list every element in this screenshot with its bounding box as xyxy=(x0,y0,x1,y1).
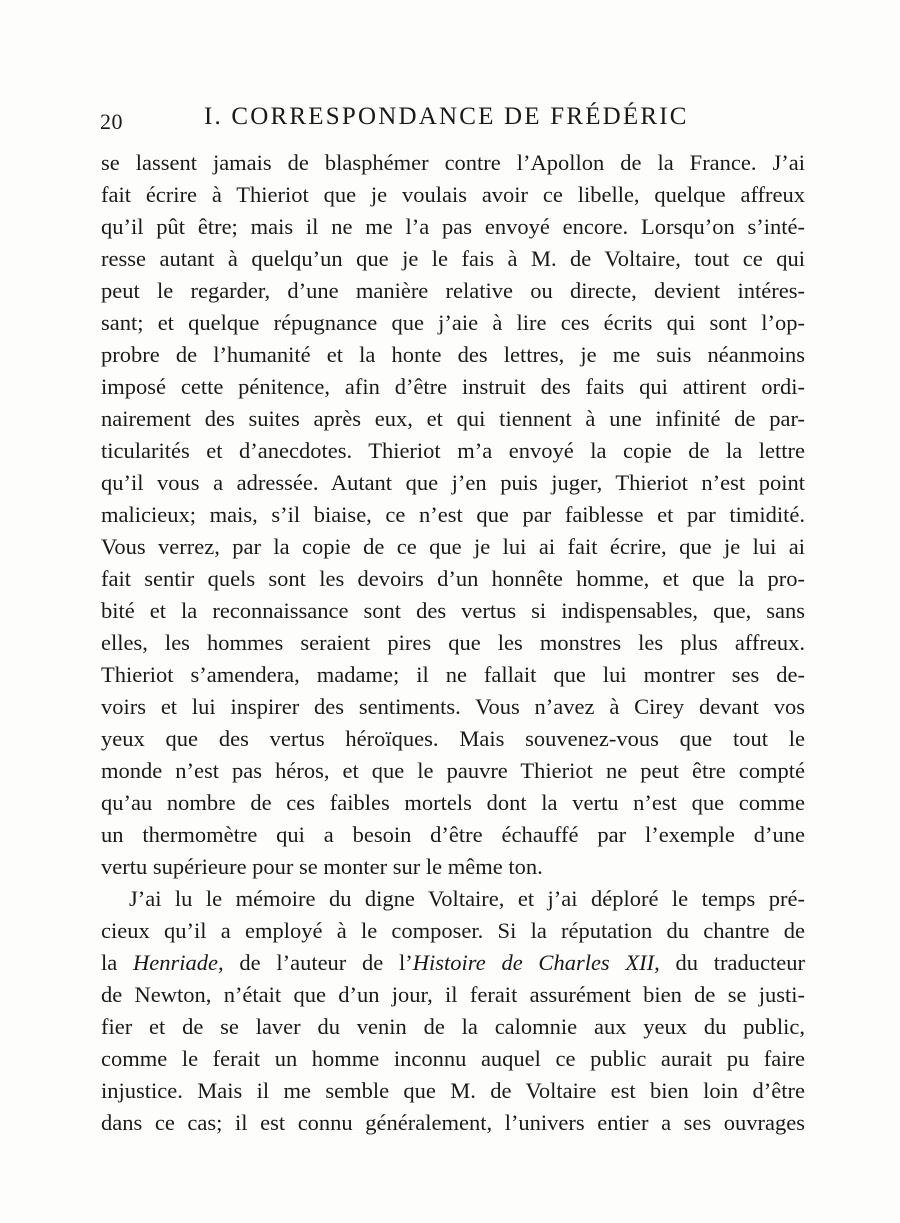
running-title: I. CORRESPONDANCE DE FRÉDÉRIC xyxy=(204,103,689,130)
text-line: probre de l’humanité et la honte des lettres, je me suis néanmoins xyxy=(101,342,805,367)
text-line: la Henriade, de l’auteur de l’Histoire de Charles XII, du traducteur xyxy=(101,950,805,975)
text-line: monde n’est pas héros, et que le pauvre Thieriot ne peut être compté xyxy=(101,758,805,783)
text-line: fier et de se laver du venin de la calomnie aux yeux du public, xyxy=(101,1014,805,1039)
text-line: de Newton, n’était que d’un jour, il ferait assurément bien de se justi- xyxy=(101,982,805,1007)
text-line: qu’au nombre de ces faibles mortels dont la vertu n’est que comme xyxy=(101,790,805,815)
page-number: 20 xyxy=(100,109,123,134)
text-line: malicieux; mais, s’il biaise, ce n’est que par faiblesse et par timidité. xyxy=(101,502,805,527)
text-line: comme le ferait un homme inconnu auquel ce public aurait pu faire xyxy=(101,1046,805,1071)
text-line: yeux que des vertus héroïques. Mais souvenez-vous que tout le xyxy=(101,726,805,751)
text-line: sant; et quelque répugnance que j’aie à lire ces écrits qui sont l’op- xyxy=(101,310,805,335)
text-line: voirs et lui inspirer des sentiments. Vous n’avez à Cirey devant vos xyxy=(101,694,805,719)
text-line: qu’il pût être; mais il ne me l’a pas envoyé encore. Lorsqu’on s’inté- xyxy=(101,214,805,239)
paragraph xyxy=(101,883,805,1139)
paragraph xyxy=(101,147,805,883)
text-line: dans ce cas; il est connu généralement, l’univers entier a ses ouvrages xyxy=(101,1110,805,1135)
text-line: qu’il vous a adressée. Autant que j’en puis juger, Thieriot n’est point xyxy=(101,470,805,495)
text-line: ticularités et d’anecdotes. Thieriot m’a envoyé la copie de la lettre xyxy=(101,438,805,463)
text-line: se lassent jamais de blasphémer contre l’Apollon de la France. J’ai xyxy=(101,150,805,175)
text-line: vertu supérieure pour se monter sur le même ton. xyxy=(101,854,543,879)
text-line: un thermomètre qui a besoin d’être échauffé par l’exemple d’une xyxy=(101,822,805,847)
text-line: nairement des suites après eux, et qui tiennent à une infinité de par- xyxy=(101,406,805,431)
text-line: cieux qu’il a employé à le composer. Si la réputation du chantre de xyxy=(101,918,805,943)
running-head xyxy=(100,103,820,143)
text-line: fait écrire à Thieriot que je voulais avoir ce libelle, quelque affreux xyxy=(101,182,805,207)
text-line: Vous verrez, par la copie de ce que je lui ai fait écrire, que je lui ai xyxy=(101,534,805,559)
text-line: fait sentir quels sont les devoirs d’un honnête homme, et que la pro- xyxy=(101,566,805,591)
text-line: J’ai lu le mémoire du digne Voltaire, et j’ai déploré le temps pré- xyxy=(129,886,805,911)
text-line: peut le regarder, d’une manière relative ou directe, devient intéres- xyxy=(101,278,805,303)
text-line: injustice. Mais il me semble que M. de Voltaire est bien loin d’être xyxy=(101,1078,805,1103)
text-line: bité et la reconnaissance sont des vertus si indispensables, que, sans xyxy=(101,598,805,623)
text-line: elles, les hommes seraient pires que les monstres les plus affreux. xyxy=(101,630,805,655)
body-text xyxy=(101,147,805,1139)
text-line: resse autant à quelqu’un que je le fais à M. de Voltaire, tout ce qui xyxy=(101,246,805,271)
text-line: Thieriot s’amendera, madame; il ne fallait que lui montrer ses de- xyxy=(101,662,805,687)
italic-title: Henriade, xyxy=(133,950,224,975)
italic-title: Histoire de Charles XII, xyxy=(412,950,660,975)
text-line: imposé cette pénitence, afin d’être instruit des faits qui attirent ordi- xyxy=(101,374,805,399)
